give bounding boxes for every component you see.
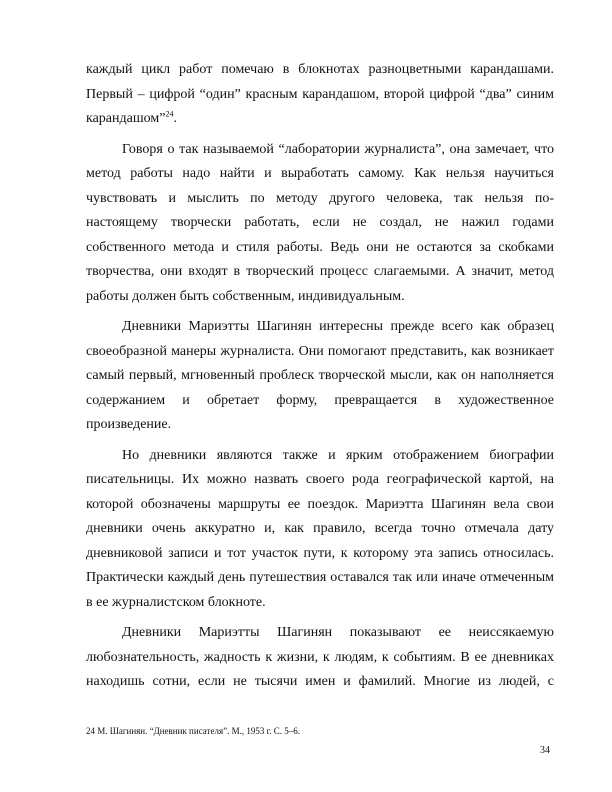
text-line: Говоря о так называемой “лаборатории журналиста”, она замечает, что <box>122 141 554 157</box>
text-line: содержанием и обретает форму, превращается в художественное <box>86 392 554 408</box>
paragraph <box>86 315 554 438</box>
text-line: дневники очень аккуратно и, как правило, всегда точно отмечала дату <box>86 521 554 536</box>
text-line: Первый – цифрой “один” красным карандашом, второй цифрой “два” синим <box>86 86 554 102</box>
text-line: в ее журналистском блокноте. <box>86 594 266 610</box>
footnote-reference: 24 <box>165 109 174 119</box>
text-line: Но дневники являются также и ярким отображением биографии <box>122 447 554 463</box>
text-line: работы должен быть собственным, индивидуальным. <box>86 288 405 304</box>
text-line: любознательность, жадность к жизни, к людям, к событиям. В ее дневниках <box>86 649 554 665</box>
text-line: Дневники Мариэтты Шагинян показывают ее неиссякаемую <box>122 625 554 640</box>
paragraph <box>86 138 554 310</box>
text-line: писательницы. Их можно назвать своего рода географической картой, на <box>86 472 554 487</box>
text-line: дневниковой записи и тот участок пути, к которому эта запись относилась. <box>86 545 554 561</box>
text-line: которой обозначены маршруты ее поездок. Мариэтта Шагинян вела свои <box>86 496 554 512</box>
text-line: своеобразной манеры журналиста. Они помогают представить, как возникает <box>86 343 554 359</box>
page-number: 34 <box>540 745 550 756</box>
paragraph <box>86 444 554 616</box>
text-line: каждый цикл работ помечаю в блокнотах разноцветными карандашами. <box>86 62 554 77</box>
text-line: карандашом”$^{24}$. <box>86 109 177 126</box>
text-line: творчества, они входят в творческий процесс слагаемыми. А значит, метод <box>86 264 554 279</box>
text-line: самый первый, мгновенный проблеск творческой мысли, как он наполняется <box>86 368 554 383</box>
text-line: произведение. <box>86 417 172 432</box>
text-line: настоящему творчески работать, если не создал, не нажил годами <box>86 215 554 230</box>
text-line: находишь сотни, если не тысячи имен и фамилий. Многие из людей, с <box>86 674 554 689</box>
text-line: чувствовать и мыслить по методу другого человека, так нельзя по- <box>86 190 554 206</box>
text-line: Практически каждый день путешествия оставался так или иначе отмеченным <box>86 570 554 585</box>
paragraph <box>86 621 554 695</box>
body-text <box>86 58 554 695</box>
text-line: метод работы надо найти и выработать самому. Как нельзя научиться <box>86 166 554 181</box>
footnote: 24 М. Шагинян. “Дневник писателя”. М., 1953 г. С. 5–6. <box>86 726 301 736</box>
text-line: Дневники Мариэтты Шагинян интересны прежде всего как образец <box>122 319 554 334</box>
paragraph <box>86 58 554 132</box>
text-line: собственного метода и стиля работы. Ведь они не остаются за скобками <box>86 239 554 255</box>
